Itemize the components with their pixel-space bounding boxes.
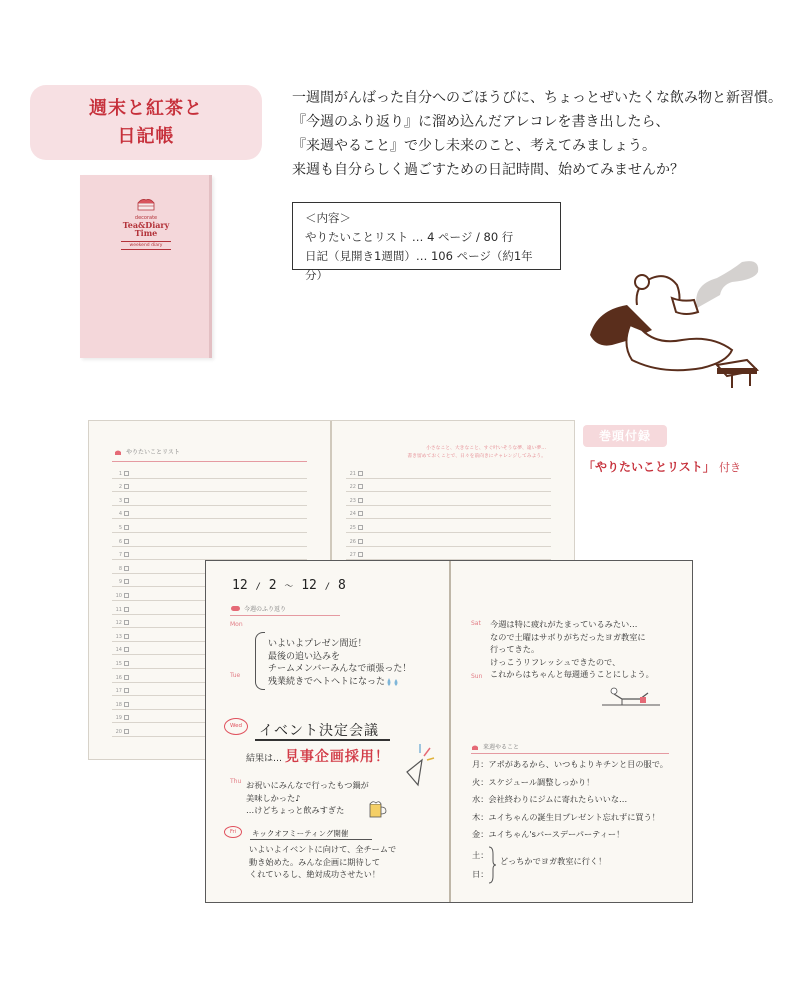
- cake-icon: [114, 449, 122, 455]
- row-number: 26: [349, 538, 356, 545]
- checkbox-icon: [124, 566, 129, 571]
- list-row: [112, 533, 307, 547]
- row-number: 18: [115, 701, 122, 708]
- row-number: 25: [349, 524, 356, 531]
- list-row: [112, 547, 307, 561]
- title-line-2: 日記帳: [117, 125, 175, 147]
- checkbox-icon: [124, 511, 129, 516]
- day-sat: Sat: [471, 620, 481, 627]
- pill-icon: [231, 606, 240, 611]
- next-week-item: 水：会社終わりにジムに寄れたらいいな…: [472, 794, 628, 804]
- list-row: [112, 465, 307, 479]
- day-sun: Sun: [471, 673, 483, 680]
- next-week-item: 月：アポがあるから、いつもよりキチンと目の服で。: [472, 759, 668, 769]
- row-number: 16: [115, 674, 122, 681]
- checkbox-icon: [124, 620, 129, 625]
- checkbox-icon: [124, 471, 129, 476]
- checkbox-icon: [124, 484, 129, 489]
- next-week-item: 木：ユイちゃんの誕生日プレゼント忘れずに買う！: [472, 811, 660, 822]
- checkbox-icon: [358, 471, 363, 476]
- list-row: [346, 465, 551, 479]
- checkbox-icon: [124, 539, 129, 544]
- row-number: 13: [115, 633, 122, 640]
- tea-girl-illustration: [582, 250, 782, 400]
- row-number: 20: [115, 728, 122, 735]
- cover-title: Tea&Diary Time: [122, 220, 170, 238]
- checkbox-icon: [358, 498, 363, 503]
- top-note: 小さなこと、大きなこと、すぐ叶いそうな夢、遠い夢… 書き留めておくことで、日々を前向きにチャレンジしてみよう。: [407, 446, 546, 459]
- checkbox-icon: [358, 539, 363, 544]
- checkbox-icon: [124, 702, 129, 707]
- checkbox-icon: [358, 484, 363, 489]
- checkbox-icon: [124, 675, 129, 680]
- cake-icon: [136, 197, 156, 211]
- day-wed-circle: Wed: [224, 718, 248, 735]
- list-row: [346, 479, 551, 493]
- checkbox-icon: [124, 688, 129, 693]
- row-number: 14: [115, 647, 122, 654]
- beer-mug-icon: [368, 800, 388, 818]
- fri-title-underline: [250, 839, 372, 840]
- list-row: [112, 506, 307, 520]
- bonus-pill: 巻頭付録: [583, 425, 667, 447]
- checkbox-icon: [124, 634, 129, 639]
- title-line-1: 週末と紅茶と: [89, 97, 203, 119]
- next-week-heading: 来週やること: [471, 742, 519, 751]
- event-title: イベント決定会議: [259, 723, 379, 739]
- cover-subtitle: weekend diary: [121, 241, 171, 250]
- event-underline: [255, 739, 390, 741]
- week-dates: 12 / 2 ～ 12 / 8: [232, 578, 346, 593]
- day-fri-circle: Fri: [224, 826, 242, 838]
- cake-icon: [471, 744, 479, 750]
- row-number: 4: [118, 511, 122, 518]
- party-cracker-icon: [402, 740, 437, 790]
- product-cover-image: [80, 175, 212, 358]
- yoga-figure-icon: [600, 685, 662, 707]
- row-number: 17: [115, 688, 122, 695]
- list-row: [112, 479, 307, 493]
- gutter: [449, 561, 451, 902]
- bonus-caption: 「やりたいことリスト」 付き: [583, 460, 741, 474]
- weekend-text: どっちかでヨガ教室に行く！: [500, 856, 607, 866]
- checkbox-icon: [358, 511, 363, 516]
- row-number: 7: [118, 552, 122, 559]
- description-line: 一週間がんばった自分へのごほうびに、ちょっとぜいたくな飲み物と新習慣。: [292, 90, 782, 106]
- list-row: [346, 492, 551, 506]
- description: [292, 86, 782, 182]
- day-thu: Thu: [230, 778, 242, 785]
- day-mon: Mon: [230, 621, 243, 628]
- row-number: 8: [118, 565, 122, 572]
- list-rows-right: [346, 465, 551, 560]
- title-badge: [30, 85, 262, 160]
- review-underline: [230, 615, 340, 616]
- checkbox-icon: [124, 552, 129, 557]
- brace: [255, 632, 265, 690]
- next-week-item: 金：ユイちゃん'sバースデーパーティー！: [472, 829, 625, 839]
- list-header: [114, 447, 180, 456]
- row-number: 5: [118, 524, 122, 531]
- row-number: 12: [115, 620, 122, 627]
- brace-icon: [487, 846, 497, 884]
- description-line: 『来週やること』で少し未来のこと、考えてみましょう。: [292, 138, 656, 154]
- checkbox-icon: [124, 729, 129, 734]
- row-number: 24: [349, 511, 356, 518]
- cover-brand: decorate: [134, 215, 158, 221]
- checkbox-icon: [358, 552, 363, 557]
- checkbox-icon: [124, 661, 129, 666]
- row-number: 11: [115, 606, 122, 613]
- contents-box: [292, 202, 561, 282]
- sweat-drop-icon: [386, 677, 400, 687]
- checkbox-icon: [124, 579, 129, 584]
- list-row: [112, 519, 307, 533]
- contents-line: 日記（見開き1週間）… 106 ページ（約1年分）: [305, 249, 533, 282]
- checkbox-icon: [124, 593, 129, 598]
- checkbox-icon: [124, 647, 129, 652]
- row-number: 3: [118, 497, 122, 504]
- next-week-underline: [471, 753, 669, 754]
- row-number: 21: [349, 470, 356, 477]
- list-title: やりたいことリスト: [126, 449, 180, 456]
- description-line: 来週も自分らしく過ごすための日記時間、始めてみませんか？: [292, 162, 684, 178]
- description-line: 『今週のふり返り』に溜め込んだアレコレを書き出したら、: [292, 114, 670, 130]
- list-row: [346, 506, 551, 520]
- row-number: 27: [349, 552, 356, 559]
- diary-text-mon-tue: いよいよプレゼン間近！ 最後の追い込みを チームメンバーみんなで頑張った！ 残業続きでヘトヘトになった: [268, 639, 412, 687]
- list-row: [346, 519, 551, 533]
- checkbox-icon: [124, 498, 129, 503]
- list-title-underline: [112, 461, 307, 462]
- diary-text-sat-sun: 今週は特に疲れがたまっているみたい… なので土曜はサボりがちだったヨガ教室に 行ってきた。 けっこうリフレッシュできたので、 これからはちゃんと毎週通うことにしよう。: [490, 619, 654, 679]
- checkbox-icon: [124, 715, 129, 720]
- checkbox-icon: [124, 607, 129, 612]
- diary-text-fri: いよいよイベントに向けて、全チームで 動き始めた。みんな企画に期待して くれているし、絶対成功させたい！: [249, 844, 397, 879]
- row-number: 19: [115, 715, 122, 722]
- checkbox-icon: [124, 525, 129, 530]
- row-number: 1: [118, 470, 122, 477]
- contents-heading: ＜内容＞: [305, 211, 351, 225]
- review-heading: 今週のふり返り: [231, 604, 286, 613]
- row-number: 22: [349, 484, 356, 491]
- row-number: 2: [118, 484, 122, 491]
- checkbox-icon: [358, 525, 363, 530]
- contents-line: やりたいことリスト … 4 ページ / 80 行: [305, 230, 514, 244]
- row-number: 23: [349, 497, 356, 504]
- list-row: [112, 492, 307, 506]
- fri-title: キックオフミーティング開催: [252, 829, 349, 838]
- list-row: [346, 547, 551, 561]
- next-week-item: 火：スケジュール調整しっかり！: [472, 776, 595, 787]
- row-number: 10: [115, 592, 122, 599]
- row-number: 15: [115, 660, 122, 667]
- day-tue: Tue: [230, 672, 241, 679]
- list-row: [346, 533, 551, 547]
- weekend-labels: 土： 日：: [472, 850, 489, 879]
- row-number: 9: [118, 579, 122, 586]
- row-number: 6: [118, 538, 122, 545]
- result-line: 結果は… 見事企画採用！: [246, 749, 390, 765]
- next-week-list: [472, 756, 668, 844]
- diary-text-thu: お祝いにみんなで行ったもつ鍋が 美味しかった♪ …けどちょっと飲みすぎた: [246, 780, 369, 815]
